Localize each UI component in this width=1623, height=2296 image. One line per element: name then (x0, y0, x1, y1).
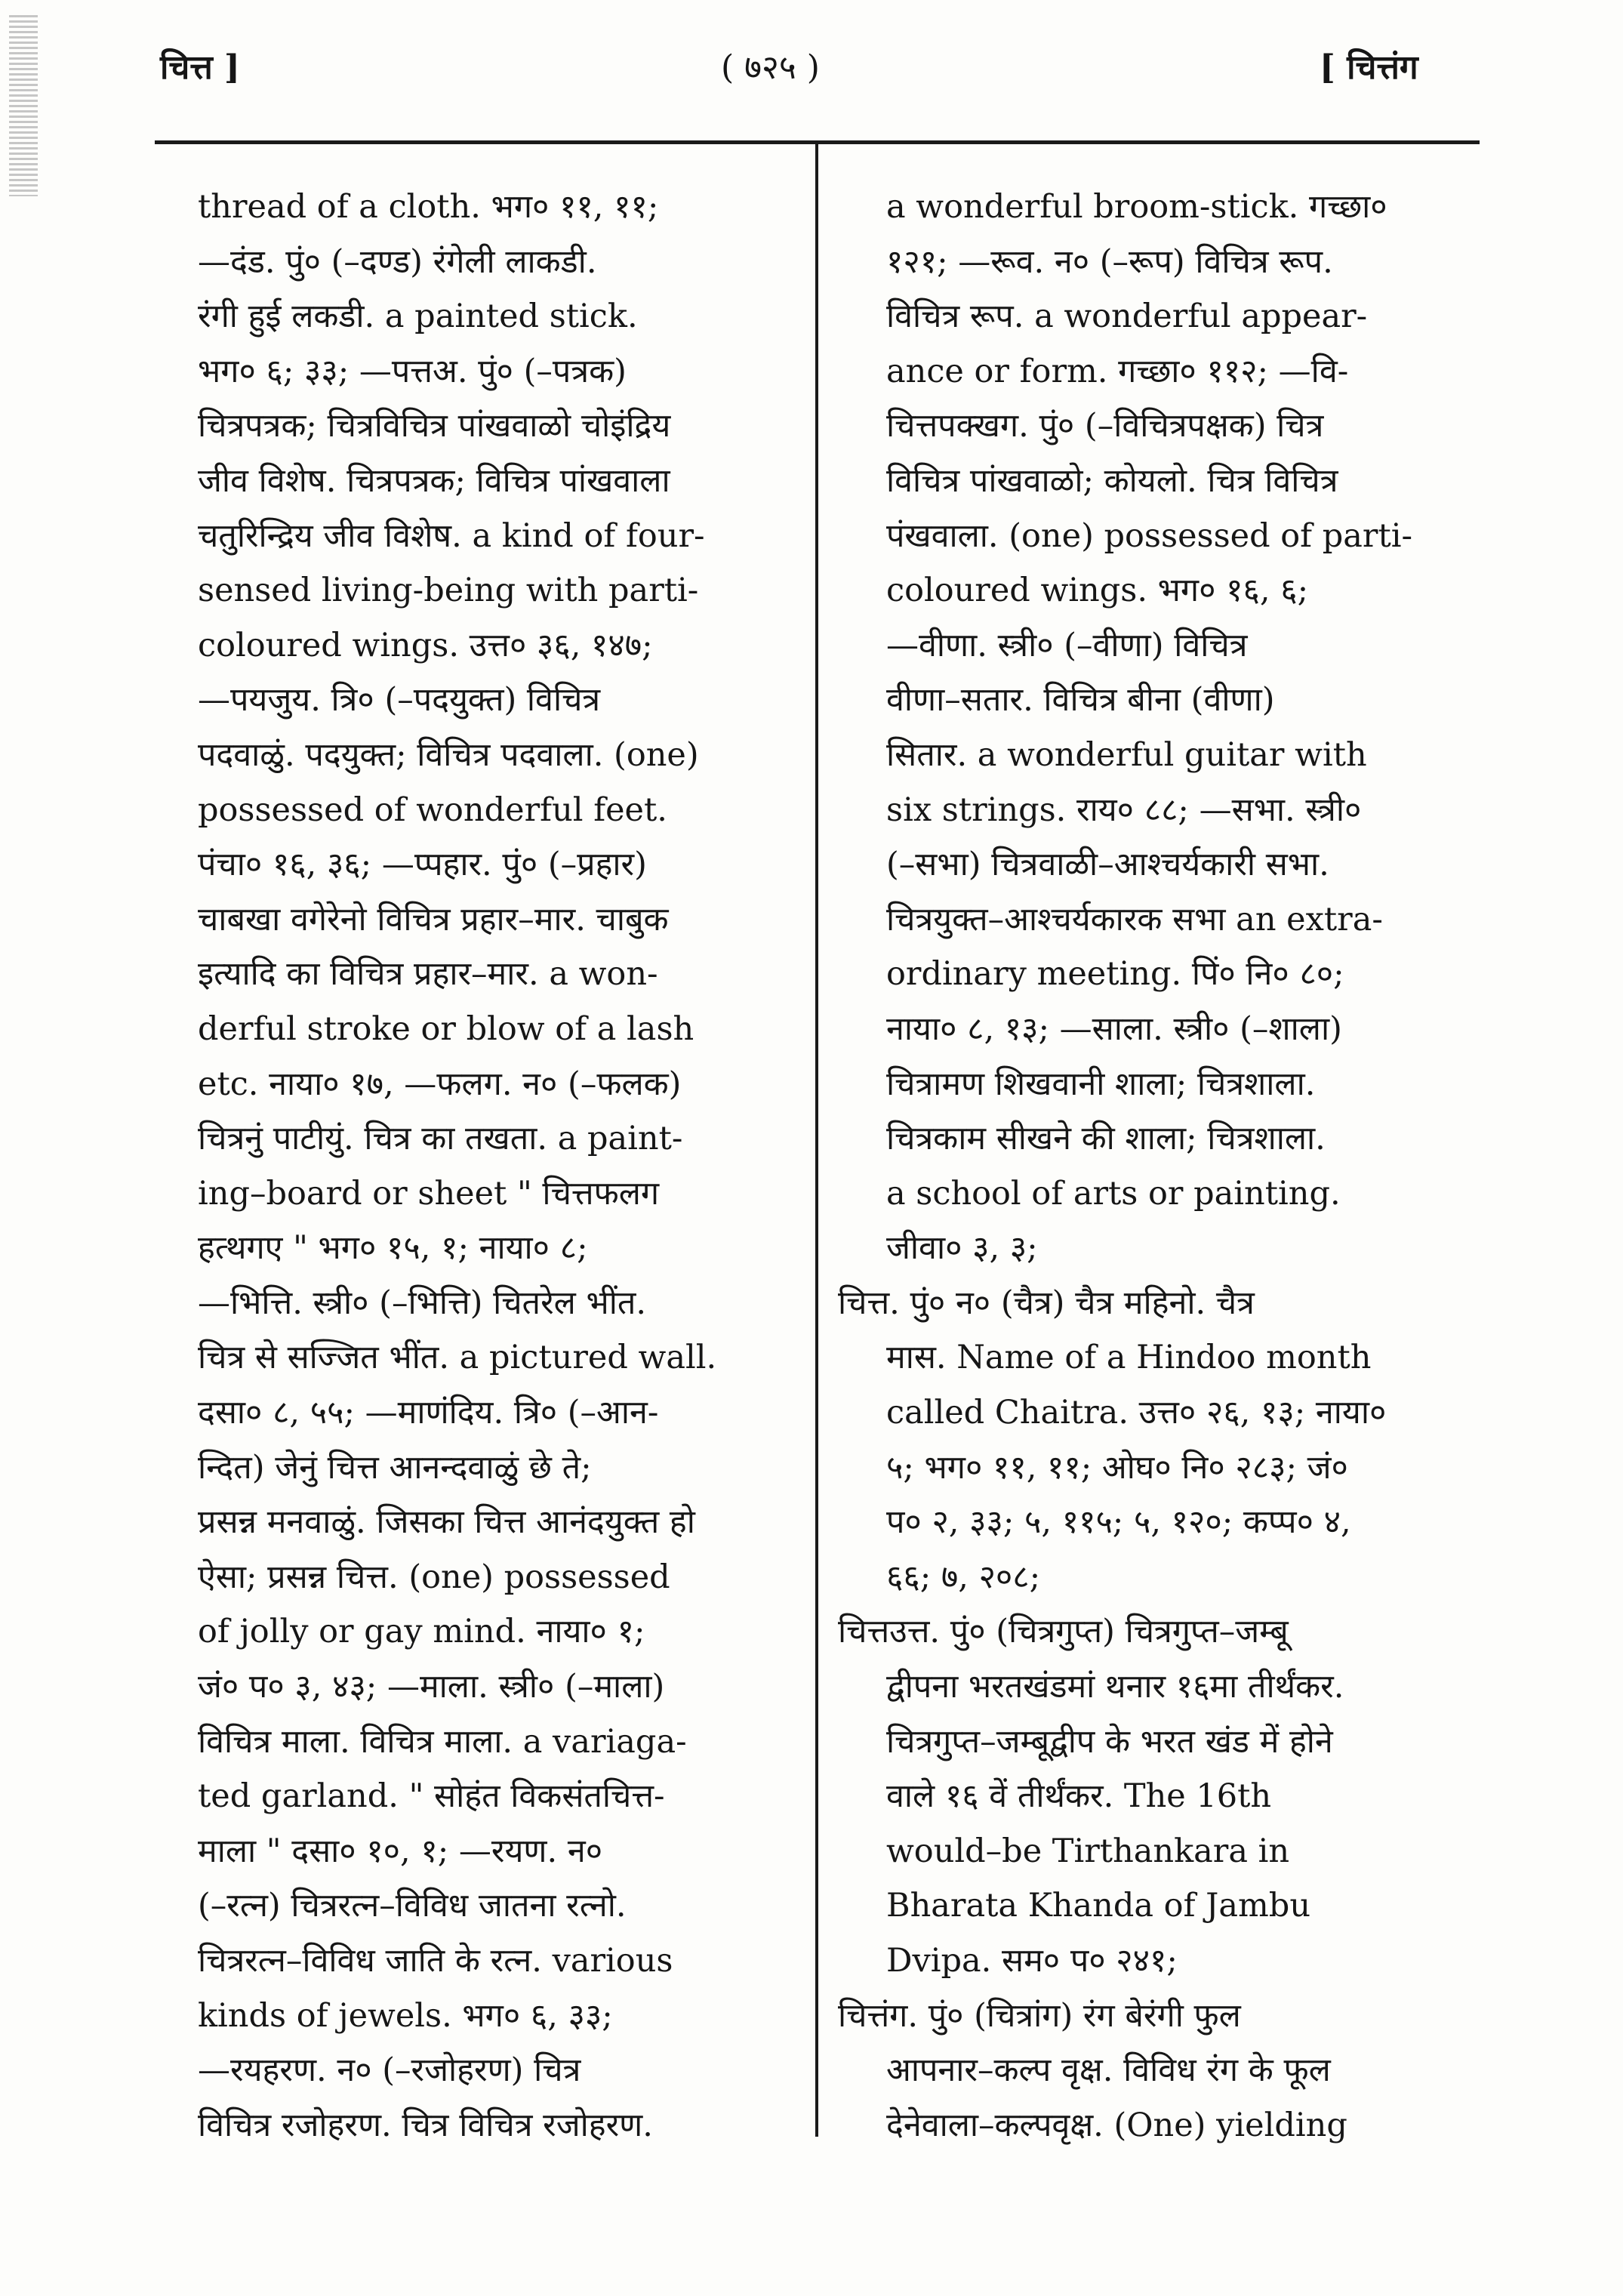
text-line: (–सभा) चित्रवाळी–आश्चर्यकारी सभा. (886, 846, 1329, 884)
text-line: sensed living-being with parti- (198, 572, 699, 610)
text-line: जं० प० ३, ४३; —माला. स्त्री० (–माला) (198, 1668, 665, 1706)
text-line: चित्रामण शिखवानी शाला; चित्रशाला. (886, 1065, 1316, 1103)
text-line: चित्र से सज्जित भींत. a pictured wall. (198, 1339, 717, 1377)
text-line: वाले १६ वें तीर्थंकर. The 16th (886, 1777, 1272, 1816)
text-line: भग० ६; ३३; —पत्तअ. पुं० (–पत्रक) (198, 352, 627, 390)
text-line: द्वीपना भरतखंडमां थनार १६मा तीर्थंकर. (886, 1668, 1344, 1706)
text-line: विचित्र रूप. a wonderful appear- (886, 297, 1368, 336)
text-line: Dvipa. सम० प० २४१; (886, 1942, 1178, 1980)
text-line: माला " दसा० १०, १; —रयण. न० (198, 1832, 603, 1870)
text-line: Bharata Khanda of Jambu (886, 1887, 1311, 1925)
text-line: —भित्ति. स्त्री० (–भित्ति) चितरेल भींत. (198, 1284, 647, 1322)
text-line: ted garland. " सोहंत विकसंतचित्त- (198, 1777, 665, 1816)
column-divider (815, 143, 818, 2137)
text-line: ६६; ७, २०८; (886, 1558, 1041, 1596)
text-line: of jolly or gay mind. नाया० १; (198, 1613, 645, 1651)
page-number: ( ७२५ ) (721, 48, 820, 87)
text-line: —रयहरण. न० (–रजोहरण) चित्र (198, 2051, 581, 2090)
text-line: विचित्र माला. विचित्र माला. a variaga- (198, 1722, 687, 1761)
text-line: दसा० ८, ५५; —माणंदिय. त्रि० (–आन- (198, 1394, 659, 1432)
text-line: सितार. a wonderful guitar with (886, 735, 1367, 774)
text-line: चतुरिन्द्रिय जीव विशेष. a kind of four- (198, 516, 705, 555)
text-line: नाया० ८, १३; —साला. स्त्री० (–शाला) (886, 1009, 1342, 1048)
text-line: चित्रनुं पाटीयुं. चित्र का तखता. a paint- (198, 1120, 683, 1158)
text-line: thread of a cloth. भग० ११, ११; (198, 188, 659, 226)
text-line: चित्तपक्खग. पुं० (–विचित्रपक्षक) चित्र (886, 407, 1324, 445)
text-line: would–be Tirthankara in (886, 1832, 1290, 1870)
text-line: possessed of wonderful feet. (198, 791, 667, 829)
text-line: चाबखा वगेरेनो विचित्र प्रहार–मार. चाबुक (198, 900, 669, 938)
text-line: चित्रपत्रक; चित्रविचित्र पांखवाळो चोइंद्रिय (198, 407, 671, 445)
running-head-right: [ चित्तंग (1320, 48, 1418, 87)
text-line: चित्रगुप्त–जम्बूद्वीप के भरत खंड में होने (886, 1722, 1333, 1761)
text-line: प्रसन्न मनवाळुं. जिसका चित्त आनंदयुक्त हो (198, 1503, 695, 1542)
text-line: ऐसा; प्रसन्न चित्त. (one) possessed (198, 1558, 670, 1596)
text-line: चित्त. पुं० न० (चैत्र) चैत्र महिनो. चैत्र (838, 1284, 1255, 1322)
text-line: चित्तउत्त. पुं० (चित्रगुप्त) चित्रगुप्त–जम्बू (838, 1613, 1289, 1651)
text-line: देनेवाला–कल्पवृक्ष. (One) yielding (886, 2106, 1347, 2144)
text-line: चित्रकाम सीखने की शाला; चित्रशाला. (886, 1120, 1326, 1158)
text-line: a school of arts or painting. (886, 1174, 1341, 1213)
text-line: —वीणा. स्त्री० (–वीणा) विचित्र (886, 626, 1248, 664)
text-line: चित्रयुक्त–आश्चर्यकारक सभा an extra- (886, 900, 1383, 938)
scan-margin-artifact (9, 15, 38, 196)
running-head-left: चित्त ] (160, 48, 240, 87)
text-line: १२१; —रूव. न० (–रूप) विचित्र रूप. (886, 242, 1333, 281)
text-line: चित्ररत्न–विविध जाति के रत्न. various (198, 1942, 673, 1980)
text-line: पदवाळुं. पदयुक्त; विचित्र पदवाला. (one) (198, 735, 699, 774)
text-line: प० २, ३३; ५, ११५; ५, १२०; कप्प० ४, (886, 1503, 1351, 1542)
text-line: जीव विशेष. चित्रपत्रक; विचित्र पांखवाला (198, 461, 670, 500)
text-line: kinds of jewels. भग० ६, ३३; (198, 1996, 613, 2035)
text-line: इत्यादि का विचित्र प्रहार–मार. a won- (198, 955, 658, 994)
text-line: six strings. राय० ८८; —सभा. स्त्री० (886, 791, 1362, 829)
text-line: (–रत्न) चित्ररत्न–विविध जातना रत्नो. (198, 1887, 627, 1925)
text-line: चित्तंग. पुं० (चित्रांग) रंग बेरंगी फुल (838, 1996, 1241, 2035)
text-line: —दंड. पुं० (–दण्ड) रंगेली लाकडी. (198, 242, 597, 281)
text-line: coloured wings. उत्त० ३६, १४७; (198, 626, 653, 664)
text-line: वीणा–सतार. विचित्र बीना (वीणा) (886, 681, 1275, 720)
text-line: derful stroke or blow of a lash (198, 1009, 694, 1048)
text-line: ance or form. गच्छा० ११२; —वि- (886, 352, 1349, 390)
text-line: विचित्र रजोहरण. चित्र विचित्र रजोहरण. (198, 2106, 653, 2144)
text-line: etc. नाया० १७, —फलग. न० (–फलक) (198, 1065, 682, 1103)
text-line: a wonderful broom-stick. गच्छा० (886, 188, 1387, 226)
right-column (838, 180, 1484, 2153)
text-line: पंचा० १६, ३६; —प्पहार. पुं० (–प्रहार) (198, 846, 647, 884)
text-line: called Chaitra. उत्त० २६, १३; नाया० (886, 1394, 1387, 1432)
text-line: जीवा० ३, ३; (886, 1229, 1038, 1268)
left-column (198, 180, 796, 2153)
text-line: हत्थगए " भग० १५, १; नाया० ८; (198, 1229, 588, 1268)
text-line: —पयजुय. त्रि० (–पदयुक्त) विचित्र (198, 681, 601, 720)
text-line: ५; भग० ११, ११; ओघ० नि० २८३; जं० (886, 1448, 1348, 1487)
text-line: पंखवाला. (one) possessed of parti- (886, 516, 1413, 555)
text-line: विचित्र पांखवाळो; कोयलो. चित्र विचित्र (886, 461, 1338, 500)
text-line: coloured wings. भग० १६, ६; (886, 572, 1309, 610)
text-line: आपनार–कल्प वृक्ष. विविध रंग के फूल (886, 2051, 1331, 2090)
text-line: ordinary meeting. पिं० नि० ८०; (886, 955, 1344, 994)
text-line: न्दित) जेनुं चित्त आनन्दवाळुं छे ते; (198, 1448, 592, 1487)
text-line: रंगी हुई लकडी. a painted stick. (198, 297, 638, 336)
text-line: मास. Name of a Hindoo month (886, 1339, 1372, 1377)
text-line: ing–board or sheet " चित्तफलग (198, 1174, 660, 1213)
